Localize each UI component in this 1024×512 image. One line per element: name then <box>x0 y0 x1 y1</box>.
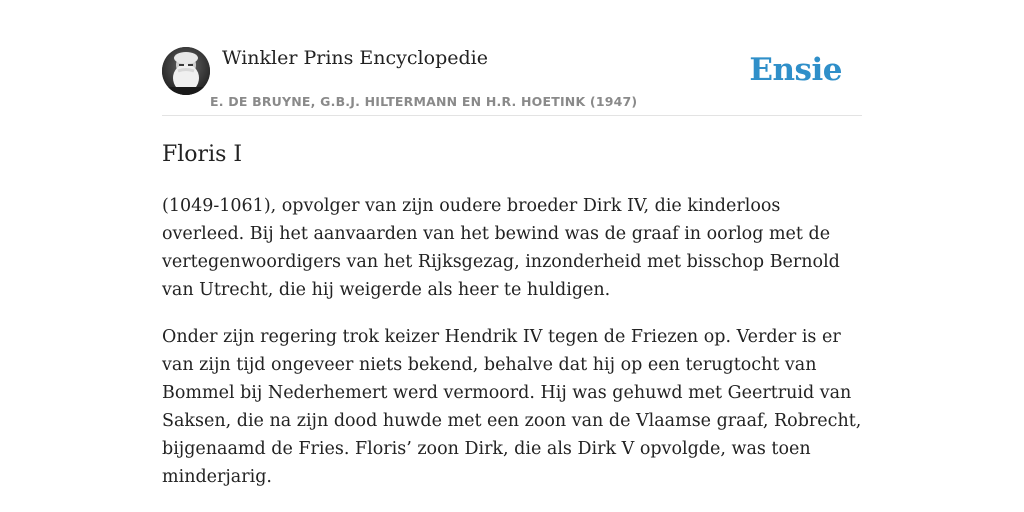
portrait-icon[interactable] <box>162 47 210 95</box>
publication-authors: E. DE BRUYNE, G.B.J. HILTERMANN EN H.R. HOETINK (1947) <box>210 94 638 109</box>
article-paragraph: (1049-1061), opvolger van zijn oudere broeder Dirk IV, die kinderloos overleed. Bij het aanvaarden van het bewind was de graaf in oorlog met de vertegenwoordigers van het Rijksgezag, inzonderheid met bisschop Bernold van Utrecht, die hij weigerde als heer te huldigen. <box>162 196 840 300</box>
portrait-image <box>162 47 210 95</box>
ensie-logo[interactable]: Ensie <box>749 52 842 88</box>
article-title: Floris I <box>162 142 243 167</box>
publication-title[interactable]: Winkler Prins Encyclopedie <box>222 47 488 69</box>
publication-header <box>162 46 862 116</box>
article-body <box>162 192 862 510</box>
article-paragraph: Onder zijn regering trok keizer Hendrik IV tegen de Friezen op. Verder is er van zijn tijd ongeveer niets bekend, behalve dat hij op een terugtocht van Bommel bij Nederhemert werd vermoord. Hij was gehuwd met Geertruid van Saksen, die na zijn dood huwde met een zoon van de Vlaamse graaf, Robrecht, bijgenaamd de Fries. Floris’ zoon Dirk, die als Dirk V opvolgde, was toen minderjarig. <box>162 327 862 487</box>
